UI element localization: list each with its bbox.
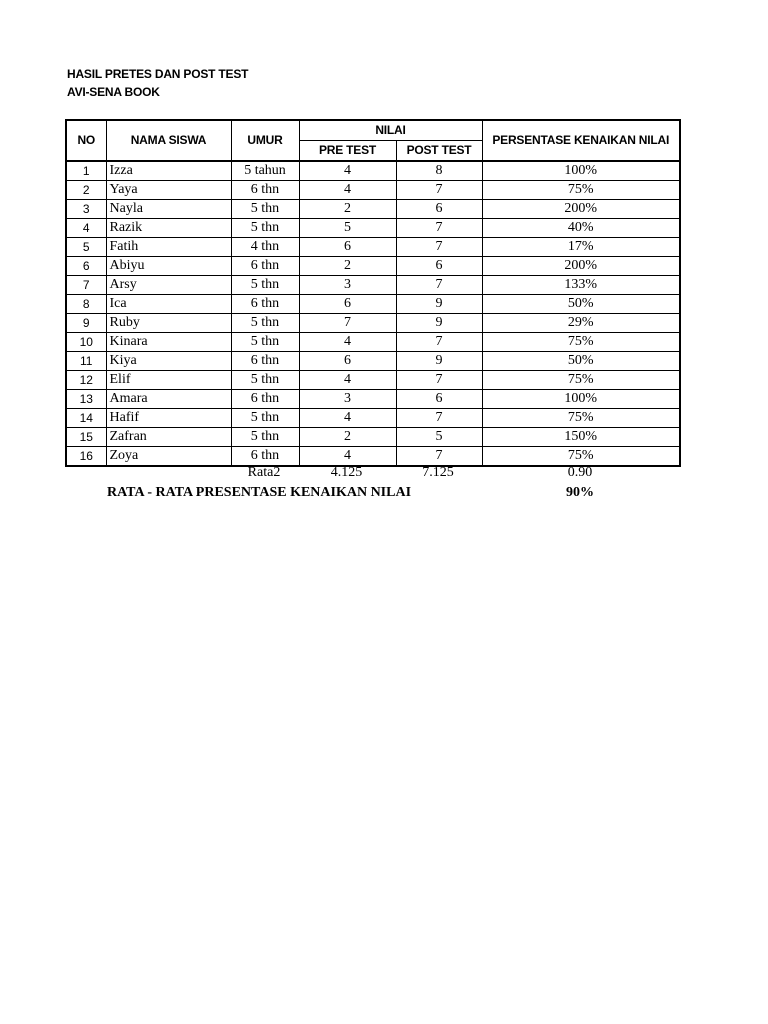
cell-pre-test: 4 xyxy=(299,161,396,181)
cell-percentage: 150% xyxy=(482,428,680,447)
cell-percentage: 50% xyxy=(482,295,680,314)
cell-percentage: 100% xyxy=(482,161,680,181)
table-row xyxy=(66,314,680,333)
cell-age: 5 thn xyxy=(231,409,299,428)
table-row xyxy=(66,181,680,200)
cell-post-test: 7 xyxy=(396,276,482,295)
cell-no: 12 xyxy=(66,371,106,390)
cell-name: Ica xyxy=(106,295,231,314)
cell-age: 5 thn xyxy=(231,276,299,295)
cell-name: Amara xyxy=(106,390,231,409)
cell-pre-test: 6 xyxy=(299,238,396,257)
header-name: NAMA SISWA xyxy=(106,120,231,161)
table-row xyxy=(66,409,680,428)
header-no: NO xyxy=(66,120,106,161)
table-row xyxy=(66,295,680,314)
cell-no: 11 xyxy=(66,352,106,371)
table-row xyxy=(66,276,680,295)
cell-percentage: 75% xyxy=(482,371,680,390)
cell-age: 6 thn xyxy=(231,352,299,371)
cell-post-test: 7 xyxy=(396,371,482,390)
cell-pre-test: 4 xyxy=(299,181,396,200)
cell-name: Zoya xyxy=(106,447,231,467)
cell-no: 7 xyxy=(66,276,106,295)
cell-percentage: 75% xyxy=(482,181,680,200)
cell-post-test: 8 xyxy=(396,161,482,181)
overall-average-value: 90% xyxy=(566,485,594,500)
cell-no: 4 xyxy=(66,219,106,238)
cell-no: 13 xyxy=(66,390,106,409)
cell-pre-test: 4 xyxy=(299,371,396,390)
cell-age: 4 thn xyxy=(231,238,299,257)
cell-post-test: 7 xyxy=(396,238,482,257)
table-row xyxy=(66,333,680,352)
cell-name: Kinara xyxy=(106,333,231,352)
table-row xyxy=(66,257,680,276)
cell-percentage: 50% xyxy=(482,352,680,371)
cell-age: 5 thn xyxy=(231,314,299,333)
cell-percentage: 40% xyxy=(482,219,680,238)
table-row xyxy=(66,161,680,181)
cell-post-test: 9 xyxy=(396,314,482,333)
cell-pre-test: 6 xyxy=(299,352,396,371)
cell-pre-test: 4 xyxy=(299,333,396,352)
cell-name: Fatih xyxy=(106,238,231,257)
cell-name: Izza xyxy=(106,161,231,181)
header-age: UMUR xyxy=(231,120,299,161)
cell-name: Nayla xyxy=(106,200,231,219)
cell-pre-test: 6 xyxy=(299,295,396,314)
cell-no: 9 xyxy=(66,314,106,333)
average-post-test: 7.125 xyxy=(422,465,454,480)
cell-post-test: 9 xyxy=(396,295,482,314)
cell-percentage: 100% xyxy=(482,390,680,409)
cell-pre-test: 2 xyxy=(299,200,396,219)
cell-post-test: 7 xyxy=(396,409,482,428)
cell-no: 2 xyxy=(66,181,106,200)
table-row xyxy=(66,390,680,409)
cell-age: 5 thn xyxy=(231,219,299,238)
cell-post-test: 9 xyxy=(396,352,482,371)
cell-name: Ruby xyxy=(106,314,231,333)
cell-percentage: 17% xyxy=(482,238,680,257)
table-body xyxy=(66,161,680,466)
cell-no: 16 xyxy=(66,447,106,467)
cell-percentage: 75% xyxy=(482,333,680,352)
table-row xyxy=(66,219,680,238)
average-pre-test: 4.125 xyxy=(330,465,363,480)
table-row xyxy=(66,447,680,467)
cell-percentage: 200% xyxy=(482,200,680,219)
cell-age: 6 thn xyxy=(231,390,299,409)
cell-name: Kiya xyxy=(106,352,231,371)
cell-name: Abiyu xyxy=(106,257,231,276)
cell-name: Yaya xyxy=(106,181,231,200)
cell-name: Elif xyxy=(106,371,231,390)
document-title: HASIL PRETES DAN POST TEST xyxy=(67,67,249,81)
cell-post-test: 5 xyxy=(396,428,482,447)
cell-name: Zafran xyxy=(106,428,231,447)
table-row xyxy=(66,200,680,219)
cell-no: 6 xyxy=(66,257,106,276)
table-row xyxy=(66,371,680,390)
cell-pre-test: 3 xyxy=(299,276,396,295)
cell-age: 6 thn xyxy=(231,257,299,276)
cell-age: 6 thn xyxy=(231,447,299,467)
table-row xyxy=(66,352,680,371)
cell-no: 15 xyxy=(66,428,106,447)
average-percentage: 0.90 xyxy=(567,465,593,480)
cell-post-test: 7 xyxy=(396,447,482,467)
cell-age: 5 tahun xyxy=(231,161,299,181)
header-percentage: PERSENTASE KENAIKAN NILAI xyxy=(482,120,680,161)
table-row xyxy=(66,428,680,447)
cell-percentage: 75% xyxy=(482,409,680,428)
cell-percentage: 75% xyxy=(482,447,680,467)
cell-pre-test: 2 xyxy=(299,428,396,447)
header-pre-test: PRE TEST xyxy=(299,141,396,162)
cell-percentage: 200% xyxy=(482,257,680,276)
cell-post-test: 6 xyxy=(396,257,482,276)
cell-no: 10 xyxy=(66,333,106,352)
cell-age: 5 thn xyxy=(231,428,299,447)
cell-post-test: 7 xyxy=(396,333,482,352)
cell-no: 3 xyxy=(66,200,106,219)
cell-age: 5 thn xyxy=(231,333,299,352)
cell-pre-test: 2 xyxy=(299,257,396,276)
cell-pre-test: 4 xyxy=(299,447,396,467)
cell-pre-test: 4 xyxy=(299,409,396,428)
cell-pre-test: 3 xyxy=(299,390,396,409)
cell-age: 6 thn xyxy=(231,295,299,314)
cell-pre-test: 5 xyxy=(299,219,396,238)
table-row xyxy=(66,238,680,257)
cell-post-test: 7 xyxy=(396,181,482,200)
cell-name: Hafif xyxy=(106,409,231,428)
cell-post-test: 6 xyxy=(396,390,482,409)
header-post-test: POST TEST xyxy=(396,141,482,162)
cell-post-test: 6 xyxy=(396,200,482,219)
document-subtitle: AVI-SENA BOOK xyxy=(67,85,160,99)
cell-percentage: 133% xyxy=(482,276,680,295)
average-label: Rata2 xyxy=(247,465,281,480)
cell-no: 14 xyxy=(66,409,106,428)
header-score-group: NILAI xyxy=(299,120,482,141)
cell-name: Arsy xyxy=(106,276,231,295)
cell-age: 5 thn xyxy=(231,200,299,219)
cell-no: 8 xyxy=(66,295,106,314)
cell-pre-test: 7 xyxy=(299,314,396,333)
cell-no: 1 xyxy=(66,161,106,181)
overall-average-label: RATA - RATA PRESENTASE KENAIKAN NILAI xyxy=(107,485,412,500)
cell-percentage: 29% xyxy=(482,314,680,333)
cell-age: 6 thn xyxy=(231,181,299,200)
cell-post-test: 7 xyxy=(396,219,482,238)
cell-age: 5 thn xyxy=(231,371,299,390)
score-table xyxy=(65,119,681,467)
cell-name: Razik xyxy=(106,219,231,238)
cell-no: 5 xyxy=(66,238,106,257)
